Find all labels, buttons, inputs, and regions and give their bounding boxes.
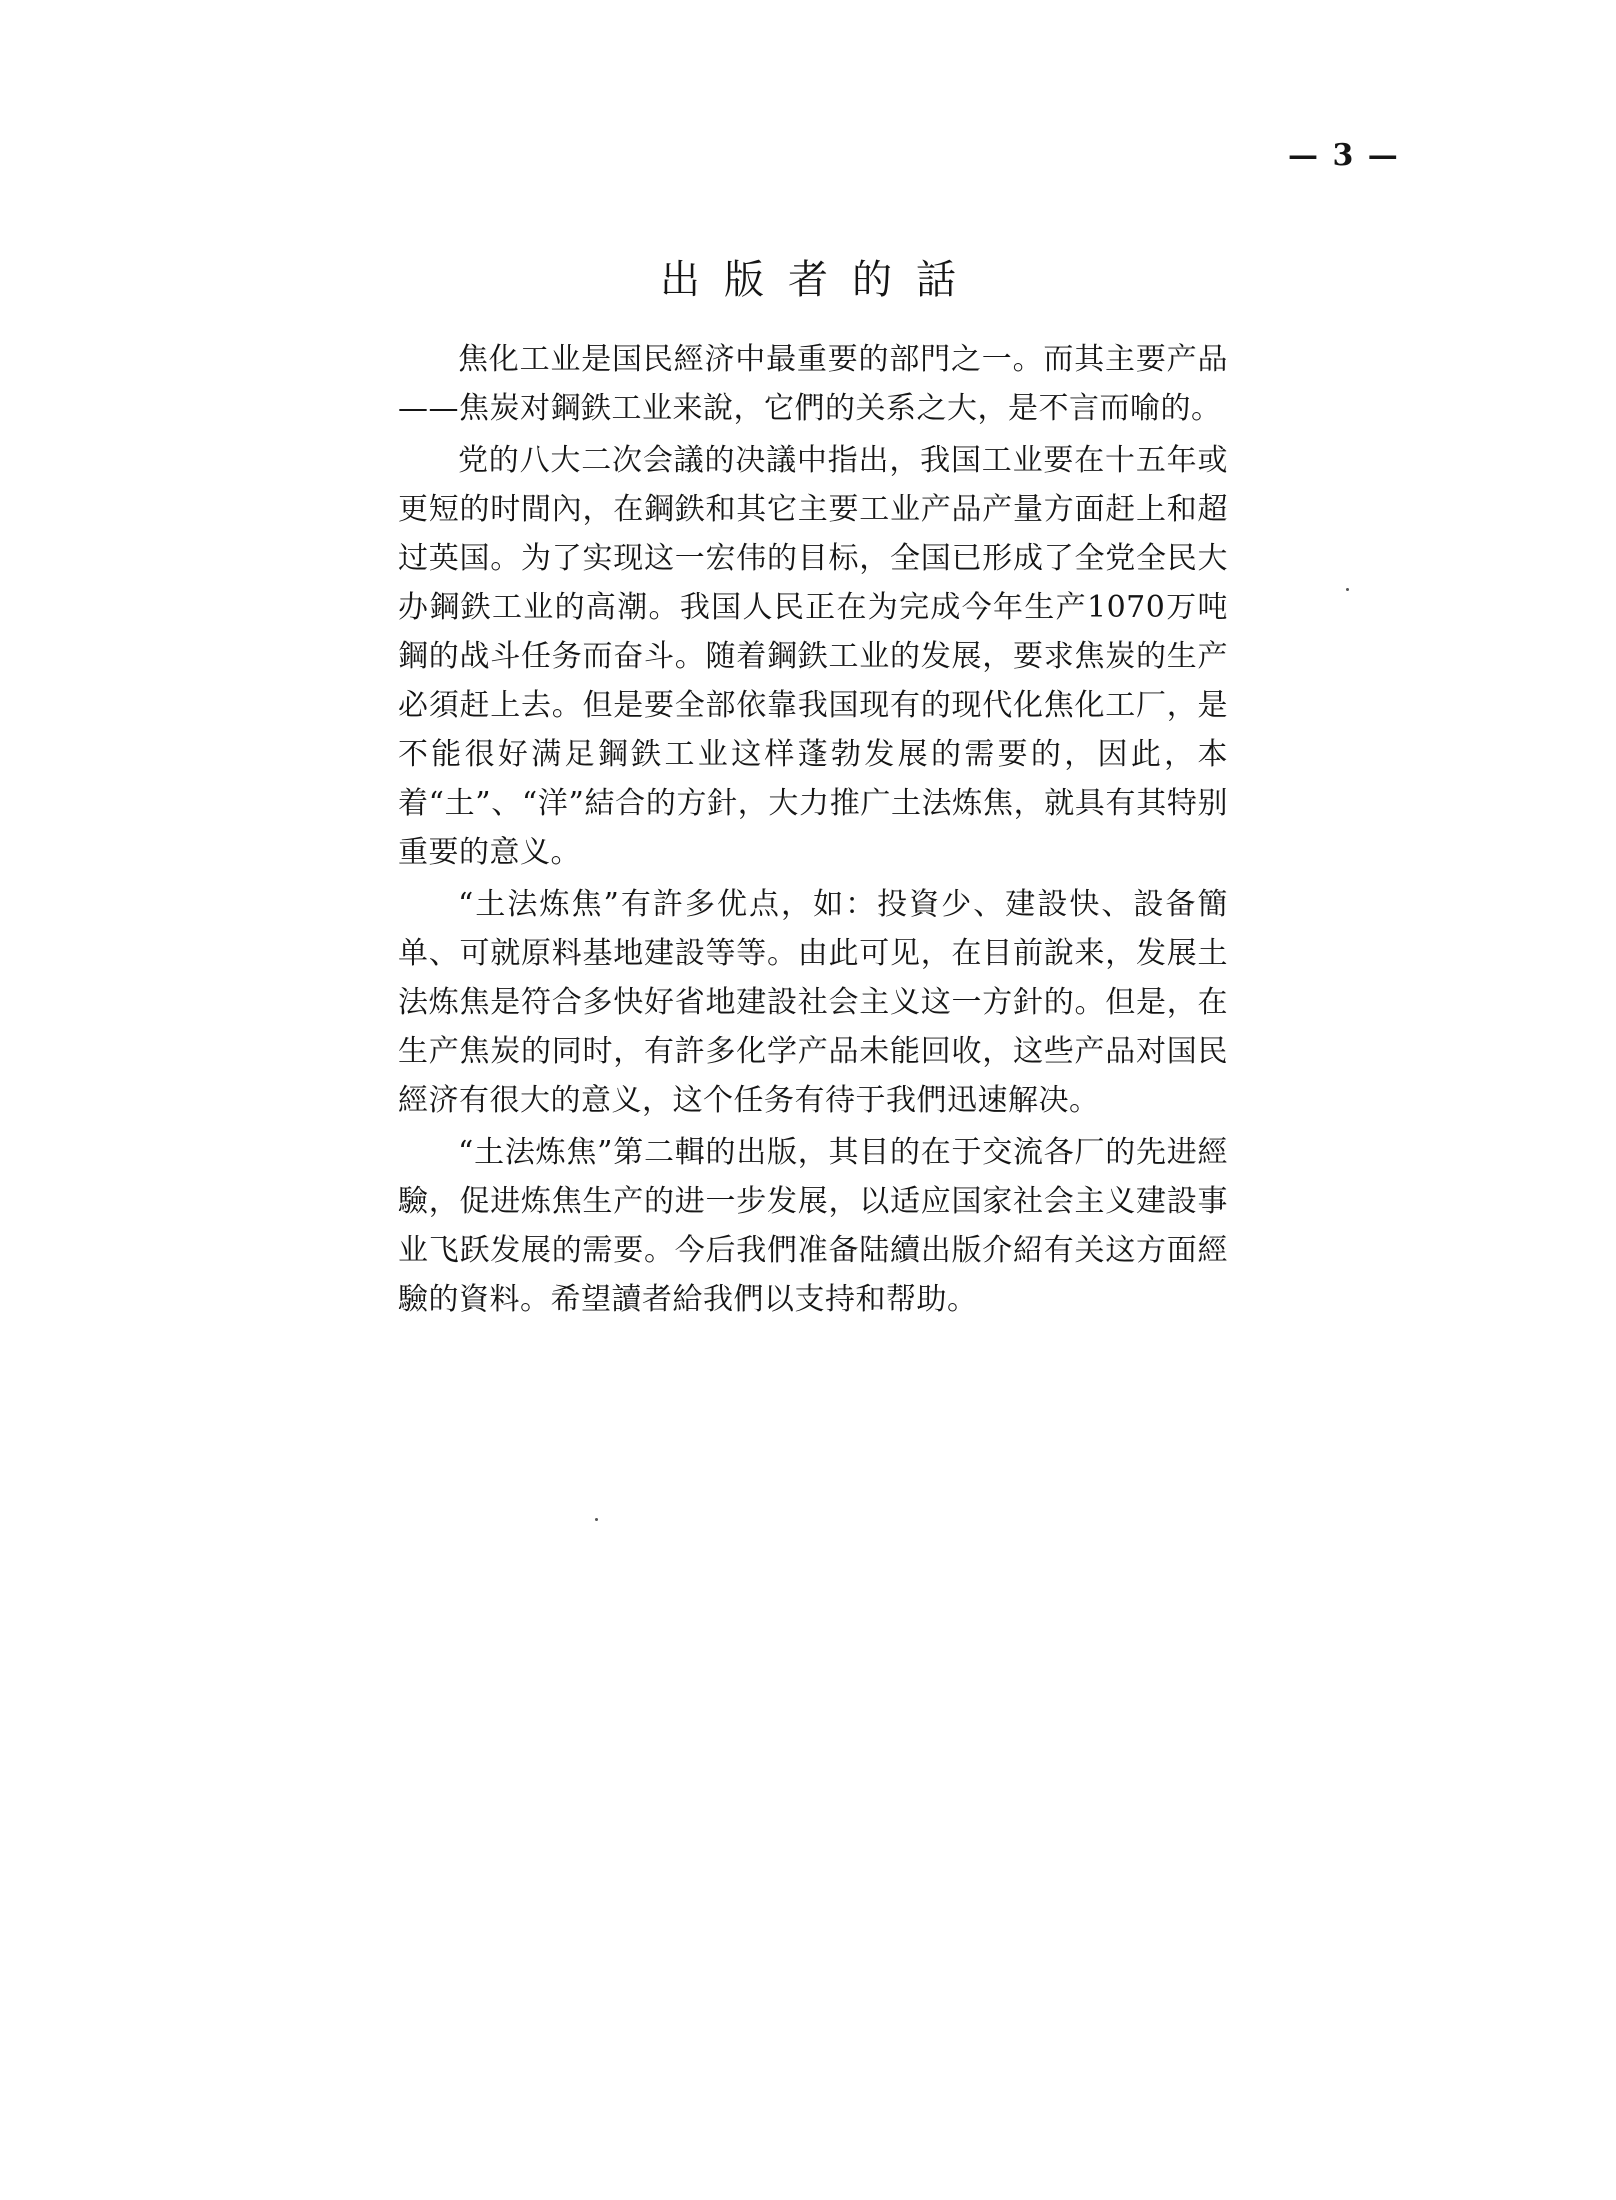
- scan-speck: [1346, 588, 1349, 591]
- page-number: — 3 —: [1288, 138, 1400, 173]
- paragraph-3: “土法炼焦”有許多优点，如：投資少、建設快、設备簡单、可就原料基地建設等等。由此可见，在目前說来，发展土法炼焦是符合多快好省地建設社会主义这一方針的。但是，在生产焦炭的同时，有許多化学产品未能回收，这些产品对国民經济有很大的意义，这个任务有待于我們迅速解决。: [398, 887, 1228, 1118]
- paragraph-2: 党的八大二次会議的决議中指出，我国工业要在十五年或更短的时間內，在鋼鉄和其它主要工业产品产量方面赶上和超过英国。为了实现这一宏伟的目标，全国已形成了全党全民大办鋼鉄工业的高潮。我国人民正在为完成今年生产1070万吨鋼的战斗任务而奋斗。随着鋼鉄工业的发展，要求焦炭的生产必須赶上去。但是要全部依靠我国现有的现代化焦化工厂，是不能很好满足鋼鉄工业这样蓬勃发展的需要的，因此，本着“土”、“洋”結合的方針，大力推广土法炼焦，就具有其特别重要的意义。: [398, 443, 1228, 870]
- paragraph-4: “土法炼焦”第二輯的出版，其目的在于交流各厂的先进經驗，促进炼焦生产的进一步发展，以适应国家社会主义建設事业飞跃发展的需要。今后我們准备陆續出版介紹有关这方面經驗的資料。希望讀者給我們以支持和帮助。: [398, 1135, 1228, 1317]
- page-title: 出版者的話: [660, 257, 980, 303]
- body-text: [398, 335, 1228, 1327]
- scan-speck: [595, 1518, 598, 1521]
- paragraph-1: 焦化工业是国民經济中最重要的部門之一。而其主要产品——焦炭对鋼鉄工业来說，它們的关系之大，是不言而喻的。: [398, 342, 1228, 426]
